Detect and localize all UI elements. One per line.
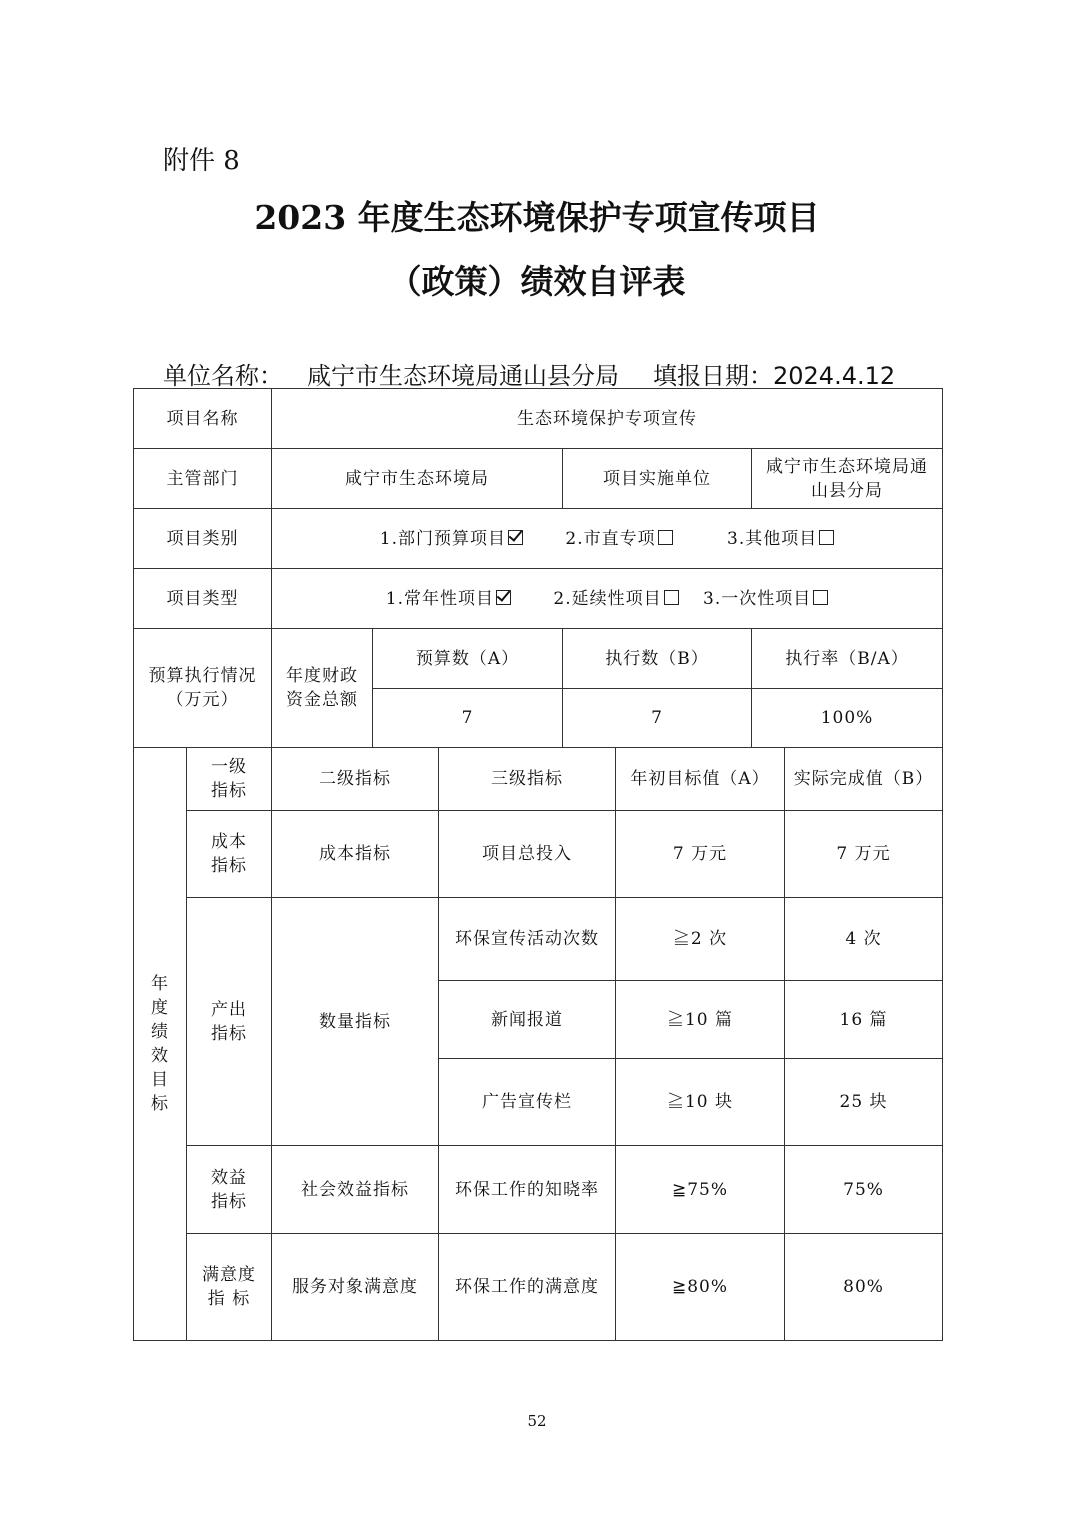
budget-col-b: 执行数（B） xyxy=(563,629,752,689)
row-perf-header xyxy=(134,748,943,811)
row-budget-header xyxy=(134,629,943,689)
impl-unit-value: 咸宁市生态环境局通山县分局 xyxy=(752,449,943,509)
header-level1: 一级指标 xyxy=(187,748,272,811)
satisfaction-level2: 服务对象满意度 xyxy=(272,1234,439,1341)
budget-col-rate: 执行率（B/A） xyxy=(752,629,943,689)
row-satisfaction xyxy=(134,1234,943,1341)
form-meta xyxy=(163,356,895,391)
cost-actual: 7 万元 xyxy=(785,811,943,898)
row-type xyxy=(134,569,943,629)
budget-val-b: 7 xyxy=(563,689,752,748)
unit-label: 单位名称： xyxy=(163,362,283,390)
output-level1: 产出指标 xyxy=(187,898,272,1146)
dept-value: 咸宁市生态环境局 xyxy=(272,449,563,509)
output-target: ≧10 块 xyxy=(616,1059,785,1146)
project-name-value: 生态环境保护专项宣传 xyxy=(272,389,943,449)
type-option-3[interactable]: 3.一次性项目 xyxy=(703,587,828,611)
row-cost xyxy=(134,811,943,898)
type-options xyxy=(272,569,943,629)
header-actual: 实际完成值（B） xyxy=(785,748,943,811)
output-level2: 数量指标 xyxy=(272,898,439,1146)
impl-unit-label: 项目实施单位 xyxy=(563,449,752,509)
checkbox-empty-icon[interactable] xyxy=(819,530,834,545)
output-level3: 新闻报道 xyxy=(439,981,616,1059)
output-target: ≧10 篇 xyxy=(616,981,785,1059)
output-actual: 16 篇 xyxy=(785,981,943,1059)
checkbox-checked-icon[interactable] xyxy=(508,530,523,545)
header-level3: 三级指标 xyxy=(439,748,616,811)
attachment-label: 附件 8 xyxy=(163,146,240,176)
budget-label: 预算执行情况（万元） xyxy=(134,629,272,748)
project-name-label: 项目名称 xyxy=(134,389,272,449)
date-label: 填报日期： xyxy=(653,362,773,390)
budget-val-a: 7 xyxy=(373,689,563,748)
checkbox-checked-icon[interactable] xyxy=(496,590,511,605)
header-target: 年初目标值（A） xyxy=(616,748,785,811)
page-number: 52 xyxy=(527,1412,547,1430)
checkbox-empty-icon[interactable] xyxy=(813,590,828,605)
perf-side-label: 年 度 绩 效 目 标 xyxy=(134,748,187,1341)
output-actual: 25 块 xyxy=(785,1059,943,1146)
category-option-2[interactable]: 2.市直专项 xyxy=(565,527,672,551)
output-actual: 4 次 xyxy=(785,898,943,981)
benefit-target: ≧75% xyxy=(616,1146,785,1234)
benefit-level2: 社会效益指标 xyxy=(272,1146,439,1234)
type-label: 项目类型 xyxy=(134,569,272,629)
unit-value: 咸宁市生态环境局通山县分局 xyxy=(307,362,619,390)
row-output-1 xyxy=(134,898,943,981)
benefit-level3: 环保工作的知晓率 xyxy=(439,1146,616,1234)
date-value: 2024.4.12 xyxy=(773,362,896,390)
row-category xyxy=(134,509,943,569)
satisfaction-level3: 环保工作的满意度 xyxy=(439,1234,616,1341)
document-subtitle: （政策）绩效自评表 xyxy=(388,262,686,301)
satisfaction-actual: 80% xyxy=(785,1234,943,1341)
type-option-1[interactable]: 1.常年性项目 xyxy=(386,587,511,611)
category-option-3[interactable]: 3.其他项目 xyxy=(727,527,834,551)
checkbox-empty-icon[interactable] xyxy=(658,530,673,545)
type-option-2[interactable]: 2.延续性项目 xyxy=(553,587,678,611)
cost-target: 7 万元 xyxy=(616,811,785,898)
row-department xyxy=(134,449,943,509)
checkbox-empty-icon[interactable] xyxy=(664,590,679,605)
output-target: ≧2 次 xyxy=(616,898,785,981)
cost-level3: 项目总投入 xyxy=(439,811,616,898)
row-benefit xyxy=(134,1146,943,1234)
evaluation-table xyxy=(133,388,943,1341)
satisfaction-target: ≧80% xyxy=(616,1234,785,1341)
benefit-level1: 效益指标 xyxy=(187,1146,272,1234)
output-level3: 广告宣传栏 xyxy=(439,1059,616,1146)
document-title: 2023 年度生态环境保护专项宣传项目 xyxy=(254,198,820,237)
output-level3: 环保宣传活动次数 xyxy=(439,898,616,981)
category-option-1[interactable]: 1.部门预算项目 xyxy=(380,527,523,551)
budget-val-rate: 100% xyxy=(752,689,943,748)
satisfaction-level1: 满意度指 标 xyxy=(187,1234,272,1341)
row-project-name xyxy=(134,389,943,449)
dept-label: 主管部门 xyxy=(134,449,272,509)
cost-level1: 成本指标 xyxy=(187,811,272,898)
benefit-actual: 75% xyxy=(785,1146,943,1234)
budget-sub-label: 年度财政资金总额 xyxy=(272,629,373,748)
cost-level2: 成本指标 xyxy=(272,811,439,898)
category-label: 项目类别 xyxy=(134,509,272,569)
category-options xyxy=(272,509,943,569)
header-level2: 二级指标 xyxy=(272,748,439,811)
budget-col-a: 预算数（A） xyxy=(373,629,563,689)
